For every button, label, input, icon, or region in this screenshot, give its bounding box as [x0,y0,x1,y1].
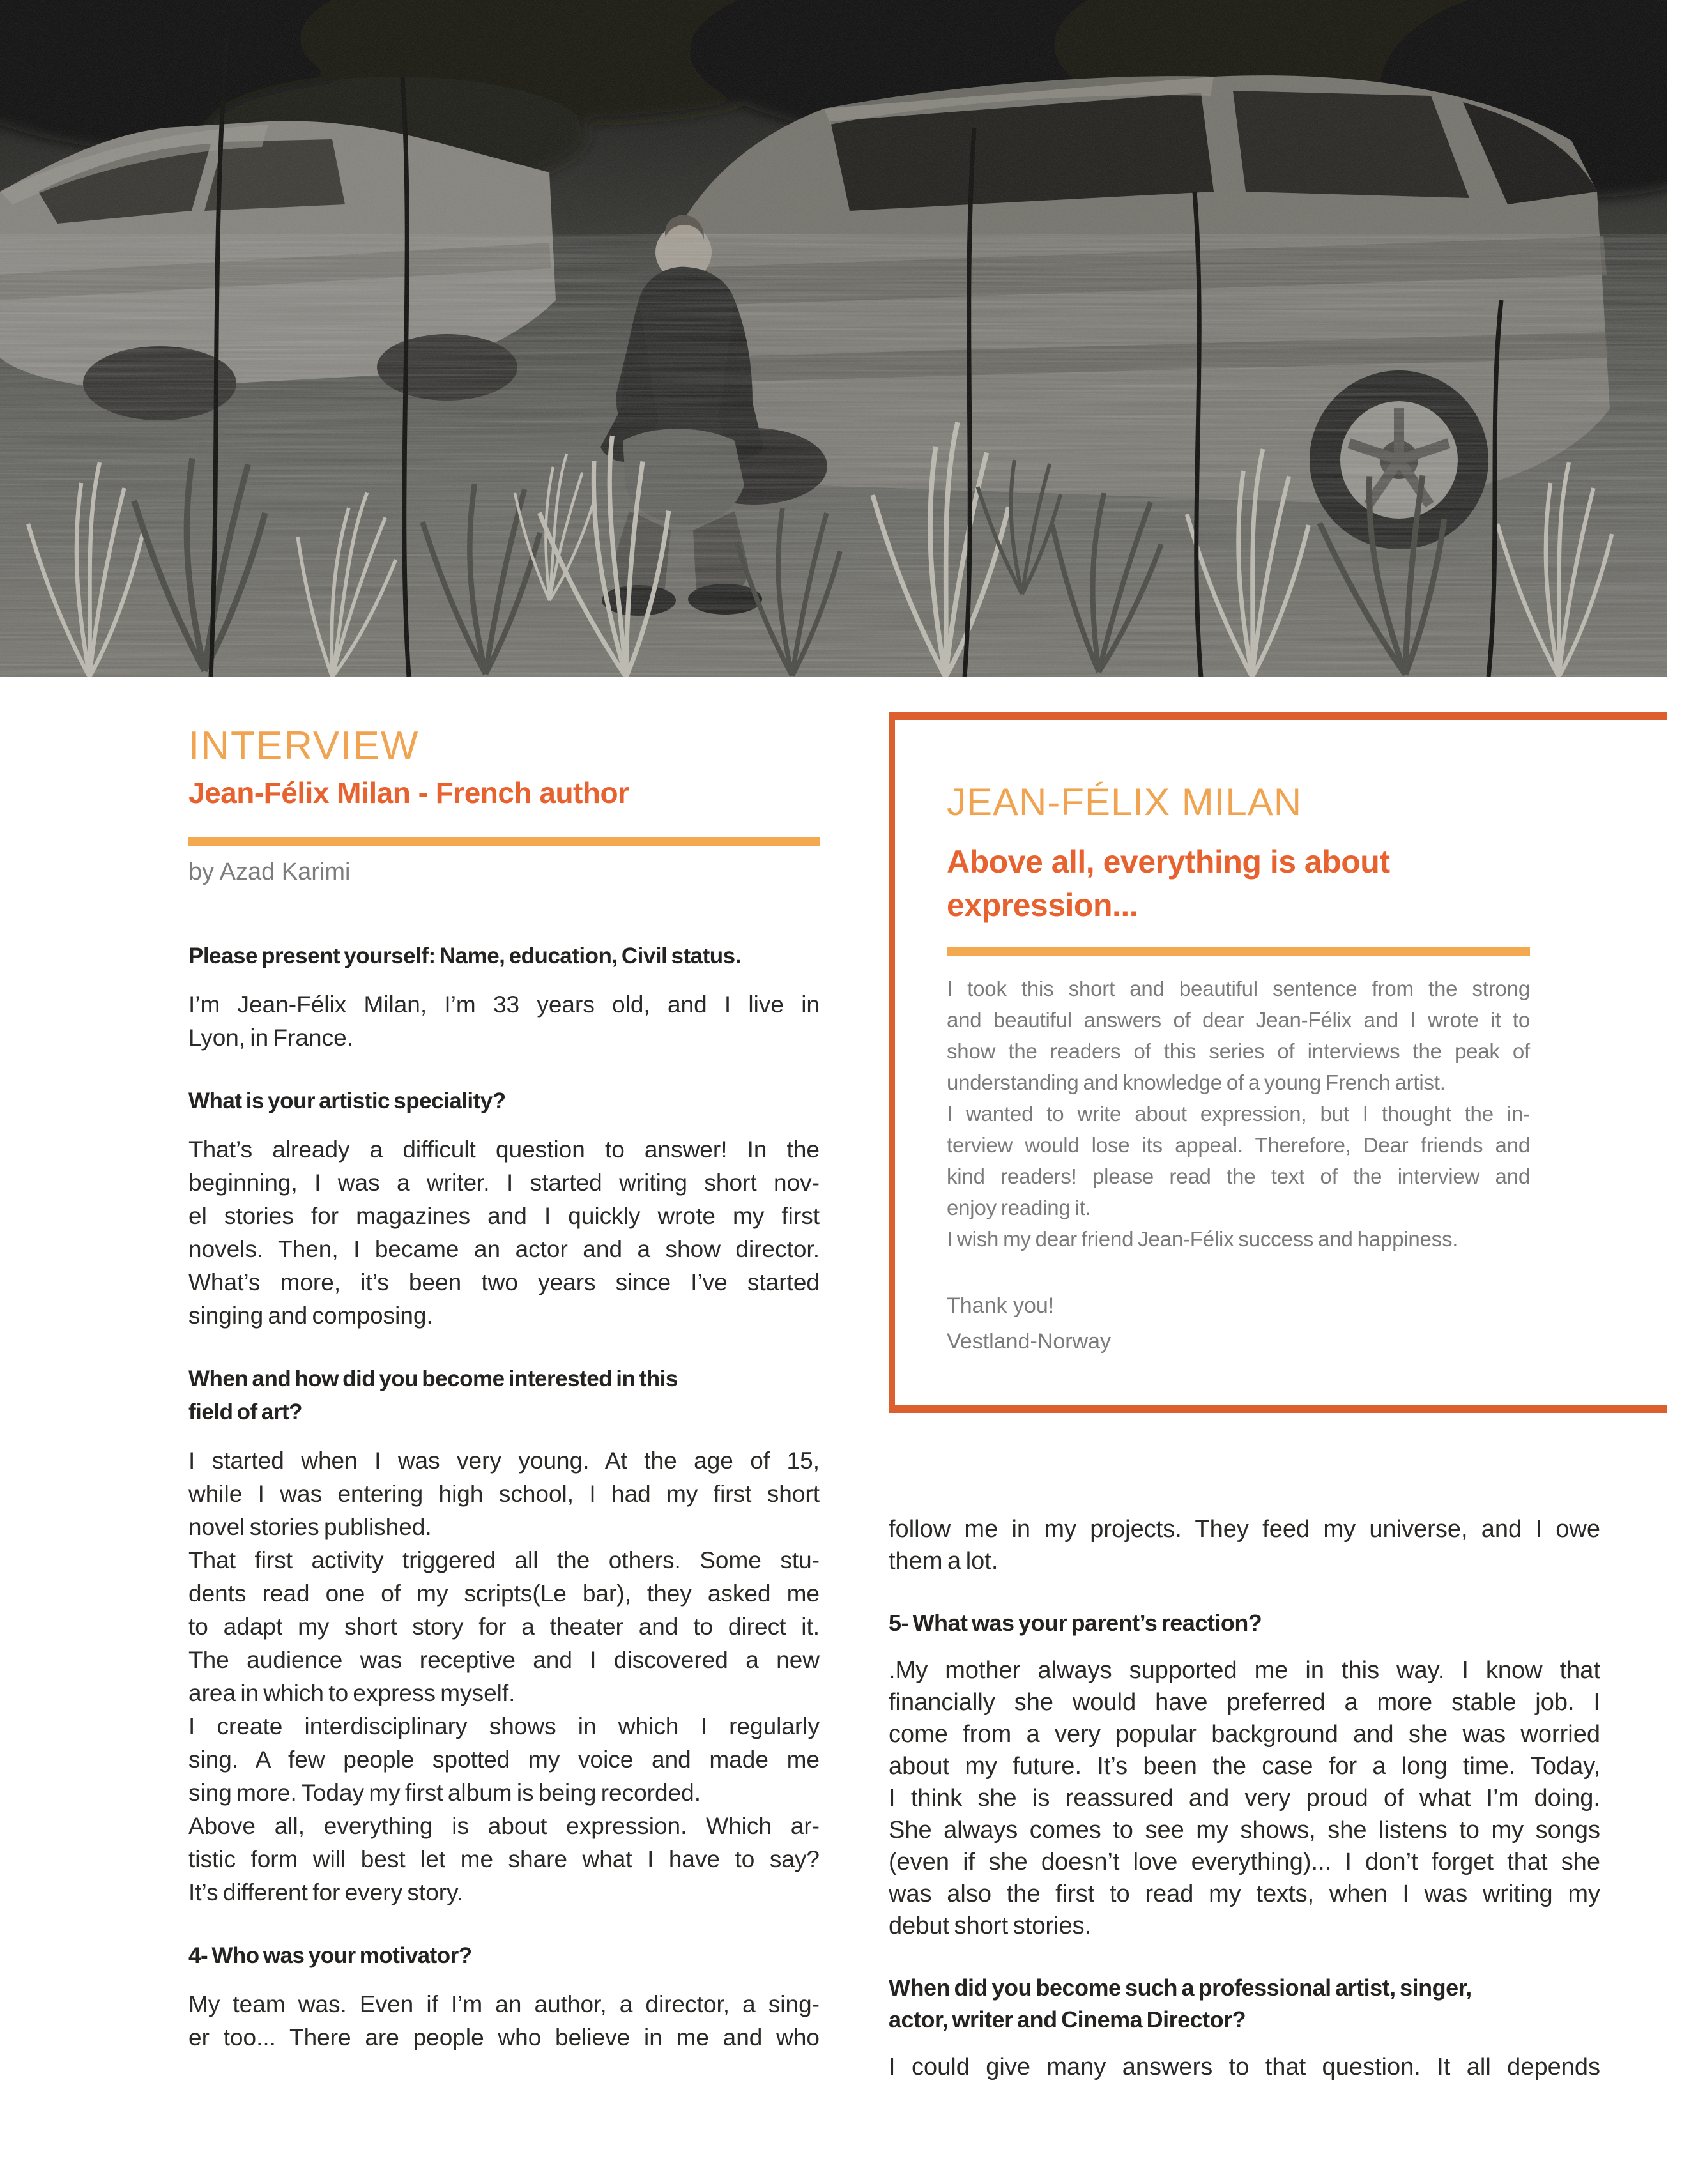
text-line: financially she would have preferred a more stable job. I [889,1689,1600,1716]
question-heading [889,1607,1600,1639]
text-line: When and how did you become interested in this [188,1366,678,1391]
answer-paragraph [889,2051,1600,2083]
pull-quote-box [889,712,1667,1413]
box-thanks: Thank you! [947,1294,1055,1318]
text-line: I wanted to write about expression, but I thought the in- [947,1102,1530,1126]
text-line: debut short stories. [889,1913,1092,1939]
left-article-text [188,940,820,2054]
box-rule [947,947,1530,956]
box-location: Vestland-Norway [947,1329,1112,1354]
answer-paragraph [188,1810,820,1909]
text-line: terview would lose its appeal. Therefore, Dear friends and [947,1133,1530,1157]
answer-paragraph [188,1133,820,1333]
question-heading [188,1363,820,1429]
text-line: She always comes to see my shows, she listens to my songs [889,1817,1600,1844]
text-line: That’s already a difficult question to answer! In the [188,1136,820,1163]
question-heading [889,1972,1600,2036]
box-body-text [947,973,1530,1255]
text-line: 5- What was your parent’s reaction? [889,1610,1262,1636]
text-line: I started when I was very young. At the age of 15, [188,1447,820,1474]
question-heading [188,940,820,973]
box-title-line: expression... [947,887,1138,923]
answer-paragraph [188,988,820,1055]
box-kicker: JEAN-FÉLIX MILAN [947,781,1303,823]
text-line: was also the first to read my texts, when I was writing my [889,1881,1600,1907]
text-line: follow me in my projects. They feed my universe, and I owe [889,1516,1600,1543]
text-line: to adapt my short story for a theater and to direct it. [188,1614,820,1640]
text-line: I wish my dear friend Jean-Félix success and happiness. [947,1227,1458,1251]
text-line: enjoy reading it. [947,1196,1091,1219]
question-heading [188,1939,820,1973]
box-title [947,840,1530,927]
text-line: show the readers of this series of interviews the peak of [947,1039,1530,1063]
text-line: and beautiful answers of dear Jean-Félix and I wrote it to [947,1008,1530,1032]
answer-paragraph [188,1444,820,1544]
text-line: What’s more, it’s been two years since I’ve started [188,1269,820,1295]
film-grain [0,0,1667,677]
text-line: When did you become such a professional artist, singer, [889,1974,1472,2001]
text-line: I think she is reassured and very proud of what I’m doing. [889,1785,1600,1812]
left-column [188,726,820,2054]
text-line: That first activity triggered all the others. Some stu- [188,1547,820,1573]
text-line: dents read one of my scripts(Le bar), they asked me [188,1580,820,1607]
text-line: come from a very popular background and she was worried [889,1721,1600,1748]
text-line: while I was entering high school, I had my first short [188,1481,820,1507]
box-title-line: Above all, everything is about [947,844,1390,880]
text-line: field of art? [188,1400,303,1424]
text-line: Please present yourself: Name, education, Civil status. [188,943,741,968]
text-line: .My mother always supported me in this way. I know that [889,1657,1600,1684]
text-line: el stories for magazines and I quickly wrote my first [188,1203,820,1229]
text-line: What is your artistic speciality? [188,1088,506,1113]
box-paragraph [947,973,1530,1098]
question-heading [188,1085,820,1118]
text-line: Lyon, in France. [188,1025,353,1051]
answer-paragraph [889,1513,1600,1577]
text-line: kind readers! please read the text of the interview and [947,1165,1530,1188]
title-rule [188,837,820,846]
byline: by Azad Karimi [188,859,351,885]
answer-paragraph [188,1988,820,2054]
text-line: about my future. It’s been the case for a long time. Today, [889,1753,1600,1780]
answer-paragraph [188,1710,820,1810]
text-line: them a lot. [889,1548,998,1575]
text-line: The audience was receptive and I discovered a new [188,1647,820,1673]
text-line: novel stories published. [188,1514,432,1540]
right-column [889,1460,1600,2083]
text-line: area in which to express myself. [188,1680,516,1706]
box-paragraph [947,1098,1530,1223]
text-line: 4- Who was your motivator? [188,1943,472,1968]
right-article-text [889,1513,1600,2083]
hero-photo-illustration [0,0,1667,677]
answer-paragraph [188,1544,820,1710]
box-paragraph [947,1223,1530,1255]
text-line: tistic form will best let me share what I have to say? [188,1846,820,1872]
text-line: novels. Then, I became an actor and a show director. [188,1236,820,1262]
text-line: I create interdisciplinary shows in which I regularly [188,1713,820,1739]
text-line: sing. A few people spotted my voice and made me [188,1746,820,1773]
text-line: I could give many answers to that question. It all depends [889,2054,1600,2081]
box-signature [947,1288,1530,1359]
text-line: Above all, everything is about expression. Which ar- [188,1813,820,1839]
text-line: sing more. Today my first album is being recorded. [188,1780,701,1806]
text-line: actor, writer and Cinema Director? [889,2006,1246,2033]
text-line: understanding and knowledge of a young French artist. [947,1071,1446,1094]
text-line: beginning, I was a writer. I started writing short nov- [188,1170,820,1196]
article-title: Jean-Félix Milan - French author [188,776,629,809]
section-kicker: INTERVIEW [188,724,420,768]
text-line: I’m Jean-Félix Milan, I’m 33 years old, and I live in [188,991,820,1018]
text-line: My team was. Even if I’m an author, a director, a sing- [188,1991,820,2017]
answer-paragraph [889,1654,1600,1942]
text-line: It’s different for every story. [188,1879,464,1905]
text-line: er too... There are people who believe in me and who [188,2024,820,2050]
hero-photo [0,0,1667,677]
text-line: singing and composing. [188,1302,433,1329]
text-line: (even if she doesn’t love everything)... I don’t forget that she [889,1849,1600,1875]
text-line: I took this short and beautiful sentence from the strong [947,977,1530,1000]
